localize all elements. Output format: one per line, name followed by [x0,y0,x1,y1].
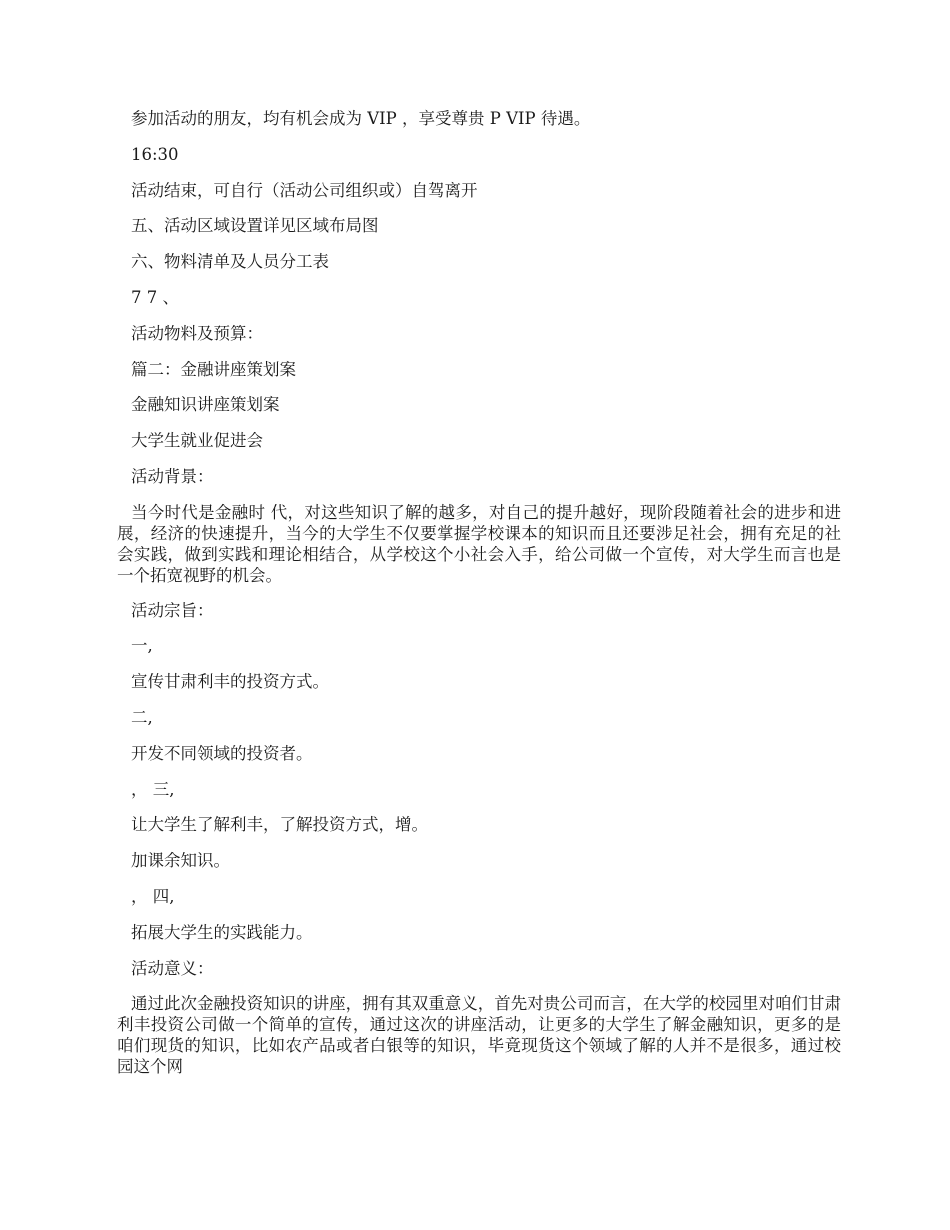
document-body [117,108,841,1091]
list-number-4: ， 四, [131,886,175,906]
organizer-name: 大学生就业促进会 [131,431,263,451]
list-number-3: ， 三, [131,779,175,799]
chapter-heading: 篇二：金融讲座策划案 [131,359,296,379]
section-heading-purpose: 活动宗旨： [131,600,214,620]
section-heading-area-layout: 五、活动区域设置详见区域布局图 [131,216,379,236]
text-line-number: 7 7 、 [131,287,179,307]
text-line-vip-invite: 参加活动的朋友，均有机会成为 VIP ，享受尊贵 P VIP 待遇。 [131,109,591,128]
text-line-event-end: 活动结束，可自行（活动公司组织或）自驾离开 [131,180,478,200]
list-item-3: 让大学生了解利丰，了解投资方式，增。 [131,815,428,835]
list-item-1: 宣传甘肃利丰的投资方式。 [131,672,329,692]
list-item-3-continued: 加课余知识。 [131,851,230,871]
section-heading-significance: 活动意义： [131,958,214,978]
paragraph-significance: 通过此次金融投资知识的讲座，拥有其双重意义，首先对贵公司而言，在大学的校园里对咱们甘肃利丰投资公司做一个简单的宣传，通过这次的讲座活动，让更多的大学生了解金融知识，更多的是咱们现货的知识，比如农产品或者白银等的知识，毕竟现货这个领域了解的人并不是很多，通过校园这个网 [117,994,841,1077]
text-line-budget: 活动物料及预算： [131,323,263,343]
document-title: 金融知识讲座策划案 [131,395,280,415]
list-number-1: 一, [131,636,153,656]
list-item-4: 拓展大学生的实践能力。 [131,922,313,942]
list-number-2: 二, [131,707,153,727]
section-heading-background: 活动背景： [131,466,214,486]
paragraph-background: 当今时代是金融时 代，对这些知识了解的越多，对自己的提升越好，现阶段随着社会的进步和进展，经济的快速提升，当今的大学生不仅要掌握学校课本的知识而且还要涉足社会，拥有充足的社会实践，做到实践和理论相结合，从学校这个小社会入手，给公司做一个宣传，对大学生而言也是一个拓宽视野的机会。 [117,502,841,585]
text-line-time: 16:30 [131,144,179,164]
list-item-2: 开发不同领域的投资者。 [131,743,313,763]
section-heading-materials: 六、物料清单及人员分工表 [131,252,329,272]
